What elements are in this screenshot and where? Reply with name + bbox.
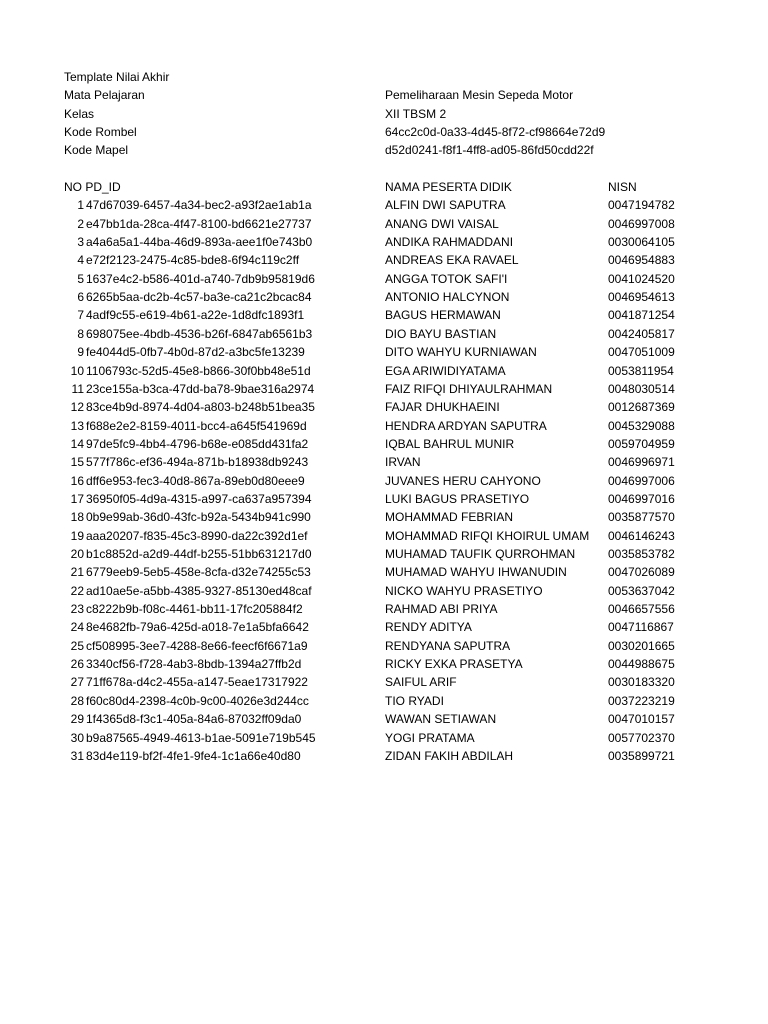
row-student-name: RAHMAD ABI PRIYA xyxy=(385,602,498,616)
column-header-no-pdid: NO PD_ID xyxy=(64,180,121,194)
meta-value-kode-mapel: d52d0241-f8f1-4ff8-ad05-86fd50cdd22f xyxy=(385,143,594,158)
row-pd-id: e47bb1da-28ca-4f47-8100-bd6621e27737 xyxy=(86,216,312,231)
row-pd-id: dff6e953-fec3-40d8-867a-89eb0d80eee9 xyxy=(86,473,305,488)
row-student-name: RENDY ADITYA xyxy=(385,620,472,635)
row-pd-id: 698075ee-4bdb-4536-b26f-6847ab6561b3 xyxy=(86,326,313,341)
row-student-name: JUVANES HERU CAHYONO xyxy=(385,473,541,488)
row-student-name: NICKO WAHYU PRASETIYO xyxy=(385,583,543,598)
row-student-name: ANTONIO HALCYNON xyxy=(385,290,510,305)
meta-label-kelas: Kelas xyxy=(64,106,95,121)
row-pd-id: 71ff678a-d4c2-455a-a147-5eae17317922 xyxy=(86,675,308,690)
row-number: 22 xyxy=(70,583,84,598)
row-number: 18 xyxy=(70,510,84,525)
row-pd-id: 36950f05-4d9a-4315-a997-ca637a957394 xyxy=(86,491,312,506)
row-student-name: HENDRA ARDYAN SAPUTRA xyxy=(385,418,547,433)
row-student-name: FAIZ RIFQI DHIYAULRAHMAN xyxy=(385,381,553,396)
row-nisn: 0030064105 xyxy=(608,235,675,249)
row-student-name: EGA ARIWIDIYATAMA xyxy=(385,363,506,378)
row-student-name: ANDREAS EKA RAVAEL xyxy=(385,253,519,268)
row-student-name: IRVAN xyxy=(385,455,421,470)
meta-label-kode-rombel: Kode Rombel xyxy=(64,124,137,139)
row-pd-id: 6265b5aa-dc2b-4c57-ba3e-ca21c2bcac84 xyxy=(86,290,312,305)
row-pd-id: cf508995-3ee7-4288-8e66-feecf6f6671a9 xyxy=(86,638,308,653)
row-pd-id: 6779eeb9-5eb5-458e-8cfa-d32e74255c53 xyxy=(86,565,311,580)
meta-value-kelas: XII TBSM 2 xyxy=(385,106,447,121)
row-nisn: 0046997008 xyxy=(608,216,675,231)
row-nisn: 0046997006 xyxy=(608,473,675,488)
row-pd-id: 3340cf56-f728-4ab3-8bdb-1394a27ffb2d xyxy=(86,657,302,672)
row-student-name: WAWAN SETIAWAN xyxy=(385,712,497,727)
row-student-name: LUKI BAGUS PRASETIYO xyxy=(385,491,530,506)
row-nisn: 0047116867 xyxy=(608,620,674,635)
row-nisn: 0041871254 xyxy=(608,308,675,323)
row-number: 6 xyxy=(77,290,84,305)
row-number: 1 xyxy=(77,198,84,213)
row-pd-id: fe4044d5-0fb7-4b0d-87d2-a3bc5fe13239 xyxy=(86,345,305,360)
row-student-name: DIO BAYU BASTIAN xyxy=(385,326,497,341)
row-nisn: 0047026089 xyxy=(608,565,675,580)
row-number: 20 xyxy=(70,547,84,561)
row-nisn: 0059704959 xyxy=(608,436,675,451)
row-student-name: ANGGA TOTOK SAFI'I xyxy=(385,271,508,286)
row-pd-id: 4adf9c55-e619-4b61-a22e-1d8dfc1893f1 xyxy=(86,308,305,323)
row-nisn: 0035853782 xyxy=(608,547,675,561)
row-student-name: ZIDAN FAKIH ABDILAH xyxy=(385,748,514,763)
row-student-name: MUHAMAD WAHYU IHWANUDIN xyxy=(385,565,567,580)
row-pd-id: 83d4e119-bf2f-4fe1-9fe4-1c1a66e40d80 xyxy=(86,748,301,763)
row-nisn: 0046657556 xyxy=(608,602,675,616)
row-number: 21 xyxy=(70,565,84,580)
row-student-name: BAGUS HERMAWAN xyxy=(385,308,501,323)
row-number: 27 xyxy=(70,675,84,690)
row-pd-id: 83ce4b9d-8974-4d04-a803-b248b51bea35 xyxy=(86,400,315,415)
row-pd-id: 8e4682fb-79a6-425d-a018-7e1a5bfa6642 xyxy=(86,620,309,635)
row-pd-id: c8222b9b-f08c-4461-bb11-17fc205884f2 xyxy=(86,602,303,616)
row-pd-id: b1c8852d-a2d9-44df-b255-51bb631217d0 xyxy=(86,547,312,561)
column-header-nisn: NISN xyxy=(608,180,637,194)
row-number: 31 xyxy=(70,748,84,763)
row-pd-id: 0b9e99ab-36d0-43fc-b92a-5434b941c990 xyxy=(86,510,311,525)
row-pd-id: 1106793c-52d5-45e8-b866-30f0bb48e51d xyxy=(86,363,311,378)
row-nisn: 0047051009 xyxy=(608,345,675,360)
column-header-nama: NAMA PESERTA DIDIK xyxy=(385,180,512,194)
row-nisn: 0045329088 xyxy=(608,418,675,433)
row-number: 16 xyxy=(70,473,84,488)
row-nisn: 0046954883 xyxy=(608,253,675,268)
row-student-name: YOGI PRATAMA xyxy=(385,730,475,745)
row-nisn: 0047194782 xyxy=(608,198,675,213)
row-student-name: RENDYANA SAPUTRA xyxy=(385,638,511,653)
row-student-name: MOHAMMAD RIFQI KHOIRUL UMAM xyxy=(385,528,590,543)
meta-label-kode-mapel: Kode Mapel xyxy=(64,143,129,158)
row-nisn: 0053637042 xyxy=(608,583,675,598)
row-number: 10 xyxy=(70,363,84,378)
row-number: 26 xyxy=(70,657,84,672)
row-pd-id: 1f4365d8-f3c1-405a-84a6-87032ff09da0 xyxy=(86,712,302,727)
row-number: 17 xyxy=(70,491,84,506)
row-student-name: FAJAR DHUKHAEINI xyxy=(385,400,500,415)
row-nisn: 0012687369 xyxy=(608,400,675,415)
row-pd-id: 47d67039-6457-4a34-bec2-a93f2ae1ab1a xyxy=(86,198,312,213)
row-number: 2 xyxy=(77,216,84,231)
row-number: 13 xyxy=(70,418,84,433)
row-number: 12 xyxy=(70,400,84,415)
row-pd-id: 577f786c-ef36-494a-871b-b18938db9243 xyxy=(86,455,309,470)
row-student-name: IQBAL BAHRUL MUNIR xyxy=(385,436,515,451)
row-nisn: 0037223219 xyxy=(608,693,675,708)
row-student-name: DITO WAHYU KURNIAWAN xyxy=(385,345,537,360)
row-number: 25 xyxy=(70,638,84,653)
row-nisn: 0030183320 xyxy=(608,675,675,690)
row-number: 9 xyxy=(77,345,84,360)
row-nisn: 0053811954 xyxy=(608,363,674,378)
row-pd-id: aaa20207-f835-45c3-8990-da22c392d1ef xyxy=(86,528,308,543)
row-number: 23 xyxy=(70,602,84,616)
meta-value-kode-rombel: 64cc2c0d-0a33-4d45-8f72-cf98664e72d9 xyxy=(385,124,606,139)
row-nisn: 0046954613 xyxy=(608,290,675,305)
row-number: 29 xyxy=(70,712,84,727)
row-pd-id: f688e2e2-8159-4011-bcc4-a645f541969d xyxy=(86,418,307,433)
row-number: 19 xyxy=(70,528,84,543)
row-pd-id: f60c80d4-2398-4c0b-9c00-4026e3d244cc xyxy=(86,693,309,708)
row-pd-id: a4a6a5a1-44ba-46d9-893a-aee1f0e743b0 xyxy=(86,235,313,249)
document-title: Template Nilai Akhir xyxy=(64,70,170,84)
row-number: 5 xyxy=(77,271,84,286)
row-student-name: ANANG DWI VAISAL xyxy=(385,216,499,231)
meta-label-mata-pelajaran: Mata Pelajaran xyxy=(64,88,145,103)
row-nisn: 0046146243 xyxy=(608,528,675,543)
row-number: 15 xyxy=(70,455,84,470)
row-number: 4 xyxy=(77,253,84,268)
row-student-name: MOHAMMAD FEBRIAN xyxy=(385,510,514,525)
row-pd-id: 23ce155a-b3ca-47dd-ba78-9bae316a2974 xyxy=(86,381,315,396)
row-nisn: 0046997016 xyxy=(608,491,675,506)
row-student-name: ALFIN DWI SAPUTRA xyxy=(385,198,506,213)
row-nisn: 0048030514 xyxy=(608,381,675,396)
row-nisn: 0047010157 xyxy=(608,712,675,727)
row-student-name: TIO RYADI xyxy=(385,693,444,708)
row-number: 7 xyxy=(77,308,84,323)
row-number: 24 xyxy=(70,620,84,635)
row-pd-id: b9a87565-4949-4613-b1ae-5091e719b545 xyxy=(86,730,316,745)
row-number: 8 xyxy=(77,326,84,341)
row-nisn: 0035899721 xyxy=(608,748,675,763)
row-student-name: ANDIKA RAHMADDANI xyxy=(385,235,514,249)
row-nisn: 0041024520 xyxy=(608,271,675,286)
row-pd-id: e72f2123-2475-4c85-bde8-6f94c119c2ff xyxy=(86,253,300,268)
row-student-name: RICKY EXKA PRASETYA xyxy=(385,657,523,672)
meta-value-mata-pelajaran: Pemeliharaan Mesin Sepeda Motor xyxy=(385,88,574,103)
row-nisn: 0044988675 xyxy=(608,657,675,672)
row-nisn: 0030201665 xyxy=(608,638,675,653)
row-nisn: 0042405817 xyxy=(608,326,675,341)
row-number: 14 xyxy=(70,436,84,451)
row-student-name: MUHAMAD TAUFIK QURROHMAN xyxy=(385,547,576,561)
row-number: 3 xyxy=(77,235,84,249)
row-student-name: SAIFUL ARIF xyxy=(385,675,457,690)
row-pd-id: ad10ae5e-a5bb-4385-9327-85130ed48caf xyxy=(86,583,312,598)
row-number: 11 xyxy=(71,381,84,396)
row-number: 30 xyxy=(70,730,84,745)
row-nisn: 0046996971 xyxy=(608,455,675,470)
row-nisn: 0035877570 xyxy=(608,510,675,525)
row-nisn: 0057702370 xyxy=(608,730,675,745)
row-pd-id: 1637e4c2-b586-401d-a740-7db9b95819d6 xyxy=(86,271,315,286)
row-pd-id: 97de5fc9-4bb4-4796-b68e-e085dd431fa2 xyxy=(86,436,309,451)
row-number: 28 xyxy=(70,693,84,708)
